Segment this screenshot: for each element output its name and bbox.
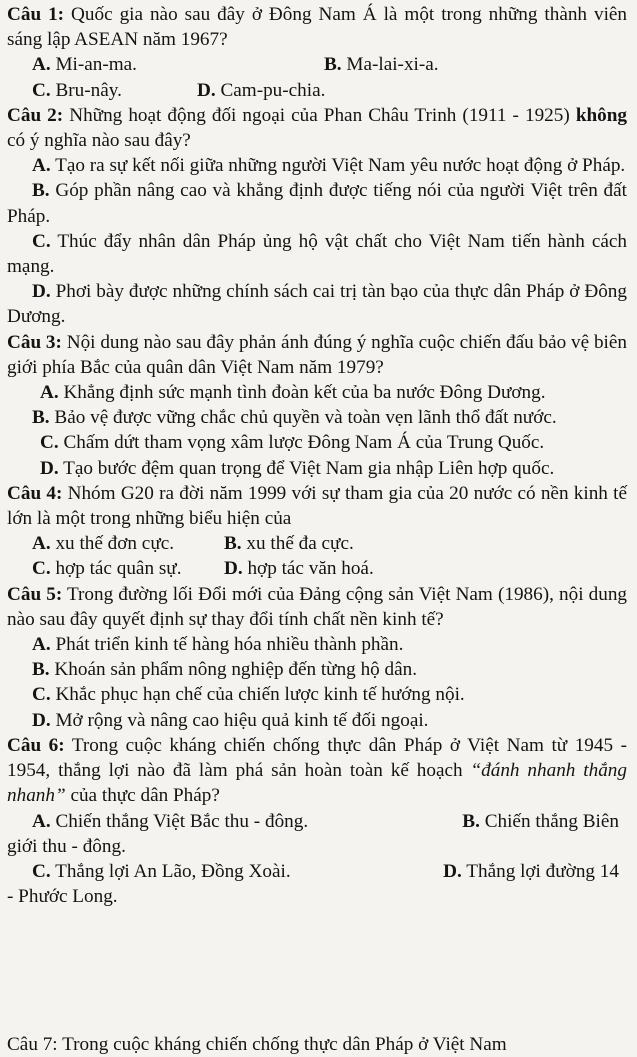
question-label: Câu 1: <box>7 4 65 25</box>
question-4 <box>7 481 627 582</box>
question-5 <box>7 582 627 733</box>
option-a[interactable]: A. Chiến thắng Việt Bắc thu - đông. <box>32 810 309 832</box>
question-stem: Câu 3: Nội dung nào sau đây phản ánh đúng ý nghĩa cuộc chiến đấu bảo vệ biên giới phía Bắc của quân dân Việt Nam năm 1979? <box>7 331 627 378</box>
cut-off-next-question: Câu 7: Trong cuộc kháng chiến chống thực dân Pháp ở Việt Nam <box>7 1033 507 1055</box>
question-label: Câu 5: <box>7 583 63 605</box>
question-3 <box>7 330 627 481</box>
option-row <box>7 809 627 834</box>
question-label: Câu 6: <box>7 734 65 756</box>
quoted-phrase: “đánh nhanh thắng nhanh” <box>7 760 627 807</box>
option-c[interactable]: C. hợp tác quân sự. <box>32 558 182 580</box>
option-a[interactable]: A. Tạo ra sự kết nối giữa những người Việt Nam yêu nước hoạt động ở Pháp. <box>32 155 626 177</box>
option-row <box>7 531 627 556</box>
question-6 <box>7 733 627 909</box>
option-b-continued: giới thu - đông. <box>7 835 126 857</box>
question-label: Câu 4: <box>7 482 63 504</box>
option-d-continued: - Phước Long. <box>7 886 118 908</box>
option-d[interactable]: D. Cam-pu-chia. <box>197 79 326 101</box>
option-c[interactable]: C. Thúc đẩy nhân dân Pháp ủng hộ vật chất cho Việt Nam tiến hành cách mạng. <box>7 230 628 278</box>
option-row <box>7 556 627 581</box>
option-d[interactable]: D. hợp tác văn hoá. <box>224 558 374 580</box>
option-b[interactable]: B. Khoán sản phẩm nông nghiệp đến từng hộ dân. <box>32 659 418 681</box>
option-b[interactable]: B. Ma-lai-xi-a. <box>324 54 439 76</box>
option-b[interactable]: B. Bảo vệ được vững chắc chủ quyền và toàn vẹn lãnh thổ đất nước. <box>32 407 557 429</box>
option-a[interactable]: A. Mi-an-ma. <box>32 54 137 76</box>
option-a[interactable]: A. Khẳng định sức mạnh tình đoàn kết của ba nước Đông Dương. <box>40 382 546 404</box>
question-stem <box>7 2 627 52</box>
option-row <box>7 52 627 77</box>
emphasis-word: không <box>575 104 628 126</box>
question-2 <box>7 103 627 330</box>
question-label: Câu 2: <box>7 104 64 126</box>
option-d[interactable]: D. Thắng lợi đường 14 <box>443 860 619 882</box>
option-a[interactable]: A. Phát triển kinh tế hàng hóa nhiều thành phần. <box>32 634 404 656</box>
question-stem: Câu 6: Trong cuộc kháng chiến chống thực dân Pháp ở Việt Nam từ 1945 - 1954, thắng lợi nào đã làm phá sản hoàn toàn kế hoạch “đánh nhanh thắng nhanh” của thực dân Pháp? <box>7 734 628 807</box>
option-row <box>7 859 627 884</box>
option-c[interactable]: C. Thắng lợi An Lão, Đồng Xoài. <box>32 860 291 882</box>
question-stem: Câu 5: Trong đường lối Đổi mới của Đảng cộng sản Việt Nam (1986), nội dung nào sau đây quyết định sự thay đổi tính chất nền kinh tế? <box>7 583 628 630</box>
question-stem: Câu 4: Nhóm G20 ra đời năm 1999 với sự tham gia của 20 nước có nền kinh tế lớn là một trong những biểu hiện của <box>7 482 627 530</box>
option-b[interactable]: B. xu thế đa cực. <box>224 533 354 555</box>
option-b[interactable]: B. Góp phần nâng cao và khẳng định được tiếng nói của người Việt trên đất Pháp. <box>7 180 627 227</box>
option-a[interactable]: A. xu thế đơn cực. <box>32 533 175 555</box>
question-1 <box>7 2 627 103</box>
option-d[interactable]: D. Phơi bày được những chính sách cai trị tàn bạo của thực dân Pháp ở Đông Dương. <box>7 281 627 328</box>
option-b[interactable]: B. Chiến thắng Biên <box>462 810 619 832</box>
option-c[interactable]: C. Chấm dứt tham vọng xâm lược Đông Nam Á của Trung Quốc. <box>40 432 545 454</box>
option-d[interactable]: D. Mở rộng và nâng cao hiệu quả kinh tế đối ngoại. <box>32 709 429 731</box>
question-text: Quốc gia nào sau đây ở Đông Nam Á là một trong những thành viên sáng lập ASEAN năm 1967? <box>7 4 628 51</box>
option-d[interactable]: D. Tạo bước đệm quan trọng để Việt Nam gia nhập Liên hợp quốc. <box>40 457 555 479</box>
question-label: Câu 3: <box>7 331 62 353</box>
option-row <box>7 78 627 103</box>
question-stem: Câu 2: Những hoạt động đối ngoại của Phan Châu Trinh (1911 - 1925) không có ý nghĩa nào sau đây? <box>7 104 628 152</box>
option-c[interactable]: C. Bru-nây. <box>32 79 122 101</box>
option-c[interactable]: C. Khắc phục hạn chế của chiến lược kinh tế hướng nội. <box>32 684 465 706</box>
